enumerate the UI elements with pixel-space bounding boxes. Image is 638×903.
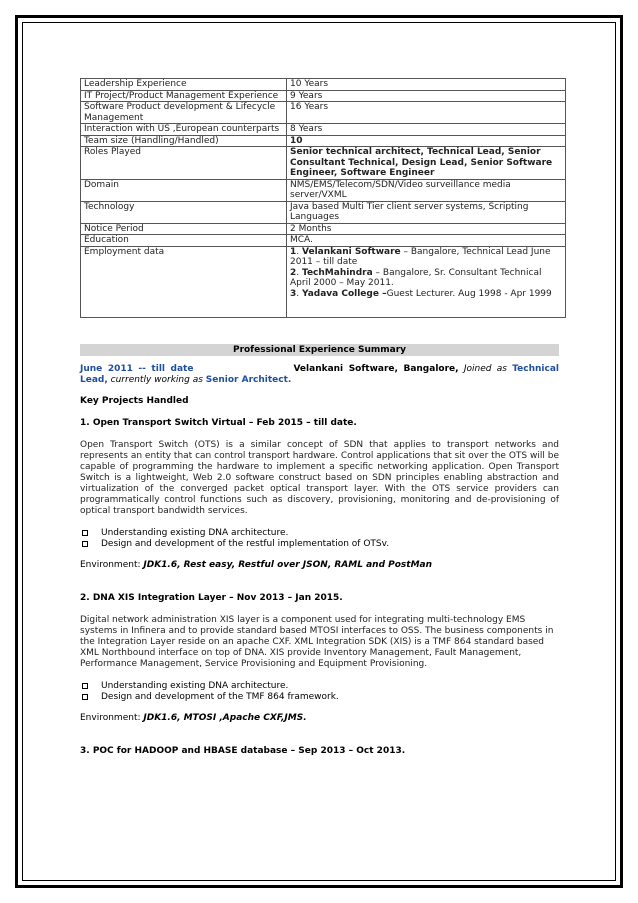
table-value: 10: [287, 135, 566, 147]
table-key: Employment data: [81, 246, 287, 317]
employment-entry: 3. Yadava College –Guest Lecturer. Aug 1998 - Apr 1999: [290, 288, 552, 299]
table-key: IT Project/Product Management Experience: [81, 90, 287, 102]
table-key: Interaction with US ,European counterparts: [81, 124, 287, 136]
table-key: Leadership Experience: [81, 79, 287, 91]
table-row: [81, 135, 566, 147]
table-value: 2 Months: [287, 223, 566, 235]
project-title: 1. Open Transport Switch Virtual – Feb 2015 – till date.: [80, 417, 357, 428]
table-row: [81, 246, 566, 317]
checkbox-icon: [82, 683, 88, 689]
table-value: 9 Years: [287, 90, 566, 102]
table-row: [81, 201, 566, 223]
table-value: 10 Years: [287, 79, 566, 91]
project-bullets: [80, 681, 559, 703]
table-row: [81, 79, 566, 91]
table-key: Education: [81, 235, 287, 247]
employment-list: [287, 246, 566, 317]
list-item: Understanding existing DNA architecture.: [80, 528, 559, 539]
table-row: [81, 90, 566, 102]
project-environment: Environment: JDK1.6, MTOSI ,Apache CXF,JMS.: [80, 712, 307, 723]
list-item: Design and development of the TMF 864 framework.: [80, 692, 559, 703]
current-employment: June 2011 -- till date Velankani Software, Bangalore, Joined as Technical Lead, currently working as Senior Architect.: [80, 363, 559, 385]
key-projects-heading: Key Projects Handled: [80, 395, 189, 406]
current-role-2: Senior Architect.: [205, 374, 292, 385]
checkbox-icon: [82, 530, 88, 536]
table-row: [81, 124, 566, 136]
table-value: Senior technical architect, Technical Lead, Senior Consultant Technical, Design Lead, Senior Software Engineer, Software Engineer: [287, 147, 566, 180]
table-value: 8 Years: [287, 124, 566, 136]
summary-heading: Professional Experience Summary: [80, 344, 559, 356]
table-row: [81, 147, 566, 180]
project-description: Open Transport Switch (OTS) is a similar concept of SDN that applies to transport networks and represents an entity that can control transport hardware. Control applications that sit over the OTS will be capable of programming the hardware to implement a specific networking application. Open Transport Switch is a lightweight, Web 2.0 software construct based on SDN principles enabling abstraction and virtualization of the converged packet optical transport layer. With the OTS service providers can programmatically control functions such as discovery, provisioning, monitoring and de-provisioning of optical transport bandwidth services.: [80, 439, 559, 516]
table-key: Notice Period: [81, 223, 287, 235]
checkbox-icon: [82, 694, 88, 700]
table-value: Java based Multi Tier client server systems, Scripting Languages: [287, 201, 566, 223]
current-date: June 2011 -- till date: [80, 363, 194, 374]
project-title: 3. POC for HADOOP and HBASE database – Sep 2013 – Oct 2013.: [80, 745, 406, 756]
table-value: NMS/EMS/Telecom/SDN/Video surveillance media server/VXML: [287, 179, 566, 201]
summary-table: [80, 78, 566, 318]
table-key: Team size (Handling/Handled): [81, 135, 287, 147]
current-company: Velankani Software, Bangalore,: [293, 363, 459, 374]
table-key: Roles Played: [81, 147, 287, 180]
current-role: Technical Lead,: [80, 363, 559, 385]
table-row: [81, 223, 566, 235]
table-key: Technology: [81, 201, 287, 223]
project-title: 2. DNA XIS Integration Layer – Nov 2013 – Jan 2015.: [80, 592, 343, 603]
resume-content: [80, 78, 559, 757]
project-bullets: [80, 528, 559, 550]
table-key: Domain: [81, 179, 287, 201]
table-row: [81, 235, 566, 247]
employment-entry: 1. Velankani Software – Bangalore, Technical Lead June 2011 – till date: [290, 246, 551, 267]
table-key: Software Product development & Lifecycle Management: [81, 102, 287, 124]
checkbox-icon: [82, 541, 88, 547]
table-row: [81, 102, 566, 124]
project-description: Digital network administration XIS layer is a component used for integrating multi-technology EMS systems in Infinera and to provide standard based MTOSI interfaces to OSS. The business components in the Integration Layer reside on an apache CXF. XML Integration SDK (XIS) is a TMF 864 standard based XML Northbound interface on top of DNA. XIS provide Inventory Management, Fault Management, Performance Management, Service Provisioning and Equipment Provisioning.: [80, 614, 554, 669]
list-item: Understanding existing DNA architecture.: [80, 681, 559, 692]
table-row: [81, 179, 566, 201]
list-item: Design and development of the restful implementation of OTSv.: [80, 539, 559, 550]
project-environment: Environment: JDK1.6, Rest easy, Restful over JSON, RAML and PostMan: [80, 559, 433, 570]
table-value: MCA.: [287, 235, 566, 247]
employment-entry: 2. TechMahindra – Bangalore, Sr. Consultant Technical April 2000 – May 2011.: [290, 267, 542, 288]
table-value: 16 Years: [287, 102, 566, 124]
